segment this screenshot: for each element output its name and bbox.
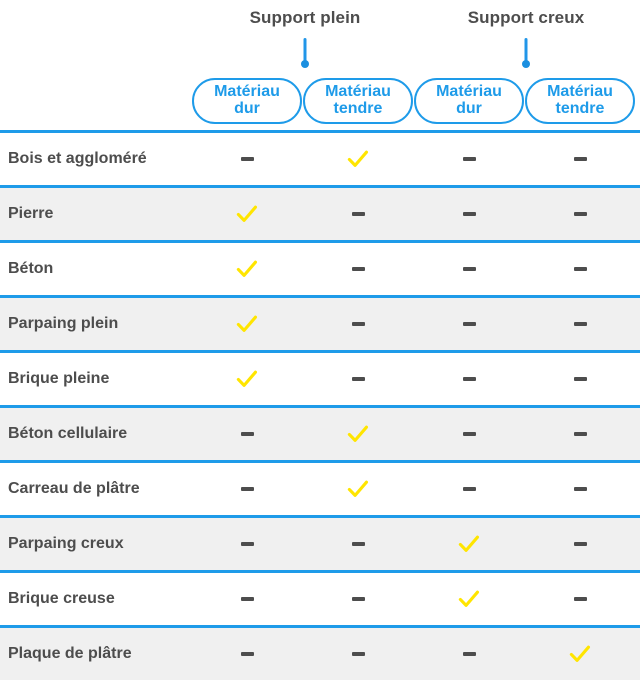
column-header-line2: dur xyxy=(234,100,260,117)
dash-icon xyxy=(241,597,254,601)
column-header-pill-materiau-tendre-creux[interactable] xyxy=(525,78,635,124)
row-label: Brique creuse xyxy=(8,590,115,607)
row-label: Bois et aggloméré xyxy=(8,150,147,167)
table-body xyxy=(0,130,640,680)
column-group-label-support-plein: Support plein xyxy=(249,8,361,27)
table-cell xyxy=(303,408,413,460)
table-row xyxy=(0,350,640,405)
dash-icon xyxy=(574,212,587,216)
table-row xyxy=(0,295,640,350)
table-cell xyxy=(525,628,635,680)
dash-icon xyxy=(352,212,365,216)
table-cell xyxy=(303,353,413,405)
table-cell xyxy=(525,133,635,185)
table-cell xyxy=(525,573,635,625)
table-cell xyxy=(303,518,413,570)
dash-icon xyxy=(241,432,254,436)
row-label: Brique pleine xyxy=(8,370,110,387)
dash-icon xyxy=(463,487,476,491)
table-cell xyxy=(303,298,413,350)
dash-icon xyxy=(574,322,587,326)
column-header-line1: Matériau xyxy=(214,83,280,101)
check-icon xyxy=(347,149,369,169)
column-header-line2: dur xyxy=(456,100,482,117)
row-label: Carreau de plâtre xyxy=(8,480,140,497)
table-row xyxy=(0,515,640,570)
table-row xyxy=(0,130,640,185)
dash-icon xyxy=(574,597,587,601)
check-icon xyxy=(347,424,369,444)
table-cell xyxy=(414,188,524,240)
table-cell xyxy=(303,628,413,680)
table-cell xyxy=(303,133,413,185)
table-cell xyxy=(525,518,635,570)
table-cell xyxy=(414,133,524,185)
table-cell xyxy=(192,628,302,680)
column-header-line1: Matériau xyxy=(547,83,613,101)
dash-icon xyxy=(352,542,365,546)
table-cell xyxy=(525,353,635,405)
table-cell xyxy=(414,408,524,460)
dash-icon xyxy=(241,542,254,546)
table-row xyxy=(0,405,640,460)
check-icon xyxy=(347,479,369,499)
table-cell xyxy=(525,188,635,240)
table-cell xyxy=(303,463,413,515)
table-cell xyxy=(525,408,635,460)
table-cell xyxy=(414,463,524,515)
table-cell xyxy=(414,353,524,405)
table-cell xyxy=(192,408,302,460)
pin-pointer-icon xyxy=(301,60,309,68)
row-label: Plaque de plâtre xyxy=(8,645,132,662)
dash-icon xyxy=(463,432,476,436)
dash-icon xyxy=(241,487,254,491)
pin-pointer-icon xyxy=(522,60,530,68)
table-cell xyxy=(192,353,302,405)
table-cell xyxy=(192,188,302,240)
dash-icon xyxy=(574,377,587,381)
dash-icon xyxy=(463,377,476,381)
dash-icon xyxy=(352,652,365,656)
table-cell xyxy=(303,573,413,625)
table-row xyxy=(0,460,640,515)
table-row xyxy=(0,625,640,680)
table-cell xyxy=(303,188,413,240)
dash-icon xyxy=(352,377,365,381)
table-cell xyxy=(525,298,635,350)
table-header xyxy=(0,0,640,130)
dash-icon xyxy=(463,157,476,161)
dash-icon xyxy=(574,487,587,491)
dash-icon xyxy=(463,267,476,271)
row-label: Béton cellulaire xyxy=(8,425,128,442)
dash-icon xyxy=(574,542,587,546)
table-row xyxy=(0,185,640,240)
dash-icon xyxy=(352,322,365,326)
dash-icon xyxy=(463,652,476,656)
table-cell xyxy=(525,463,635,515)
check-icon xyxy=(236,204,258,224)
column-header-line1: Matériau xyxy=(436,83,502,101)
table-cell xyxy=(192,243,302,295)
table-row xyxy=(0,570,640,625)
dash-icon xyxy=(352,597,365,601)
column-header-line2: tendre xyxy=(333,100,383,117)
table-cell xyxy=(192,518,302,570)
check-icon xyxy=(236,259,258,279)
column-header-pill-materiau-dur-creux[interactable] xyxy=(414,78,524,124)
table-cell xyxy=(414,298,524,350)
dash-icon xyxy=(241,157,254,161)
dash-icon xyxy=(352,267,365,271)
table-cell xyxy=(414,628,524,680)
dash-icon xyxy=(463,322,476,326)
check-icon xyxy=(236,314,258,334)
table-cell xyxy=(192,298,302,350)
dash-icon xyxy=(574,432,587,436)
column-header-pill-materiau-tendre-plein[interactable] xyxy=(303,78,413,124)
check-icon xyxy=(458,534,480,554)
table-cell xyxy=(414,243,524,295)
check-icon xyxy=(458,589,480,609)
dash-icon xyxy=(241,652,254,656)
table-cell xyxy=(303,243,413,295)
check-icon xyxy=(236,369,258,389)
row-label: Parpaing creux xyxy=(8,535,124,552)
column-header-pill-materiau-dur-plein[interactable] xyxy=(192,78,302,124)
table-cell xyxy=(414,518,524,570)
dash-icon xyxy=(574,157,587,161)
row-label: Béton xyxy=(8,260,54,277)
dash-icon xyxy=(574,267,587,271)
table-cell xyxy=(414,573,524,625)
row-label: Pierre xyxy=(8,205,54,222)
dash-icon xyxy=(463,212,476,216)
column-header-line2: tendre xyxy=(555,100,605,117)
row-label: Parpaing plein xyxy=(8,315,119,332)
check-icon xyxy=(569,644,591,664)
table-cell xyxy=(192,463,302,515)
column-header-line1: Matériau xyxy=(325,83,391,101)
table-cell xyxy=(525,243,635,295)
table-cell xyxy=(192,573,302,625)
column-group-label-support-creux: Support creux xyxy=(467,8,585,27)
table-cell xyxy=(192,133,302,185)
table-row xyxy=(0,240,640,295)
